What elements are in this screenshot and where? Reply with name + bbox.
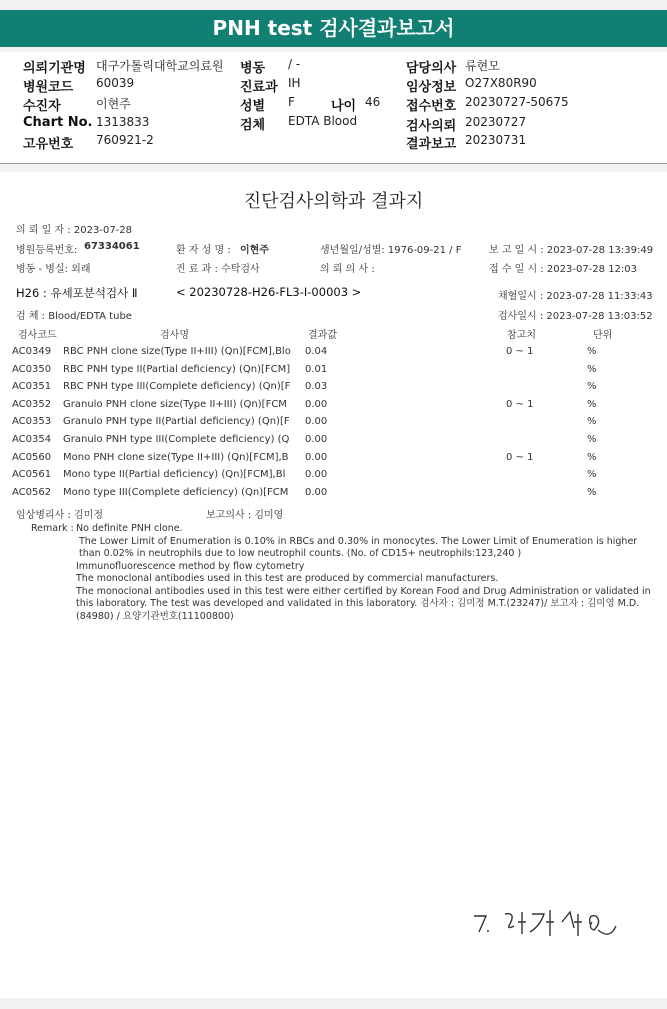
receipt-date: 접 수 일 시 : 2023-07-28 12:03	[489, 264, 638, 275]
value-clinical-info: O27X80R90	[465, 76, 537, 90]
remark-text	[76, 523, 656, 623]
row-code: AC0352	[12, 398, 52, 410]
row-unit: %	[587, 469, 597, 481]
col-code: 검사코드	[18, 330, 57, 341]
reg-no-label: 병원등록번호:	[16, 245, 78, 256]
row-test-name: RBC PNH clone size(Type II+III) (Qn)[FCM],Blo	[63, 346, 291, 357]
row-code: AC0353	[12, 416, 52, 428]
label-patient: 수진자	[23, 99, 61, 114]
row-unit: %	[587, 416, 597, 428]
row-result: 0.03	[305, 381, 328, 393]
specimen-type: 검 체 : Blood/EDTA tube	[16, 311, 132, 322]
collect-date: 채혈일시 : 2023-07-28 11:33:43	[498, 291, 653, 302]
result-document	[0, 172, 667, 998]
reg-no-value: 67334061	[84, 241, 140, 252]
row-test-name: Mono type III(Complete deficiency) (Qn)[FCM	[63, 486, 289, 498]
value-sex: F	[288, 95, 295, 109]
signature	[470, 904, 620, 944]
value-hospital-code: 60039	[96, 76, 135, 90]
row-result: 0.01	[305, 363, 328, 375]
row-result: 0.04	[305, 346, 328, 357]
label-sex: 성별	[240, 99, 266, 114]
label-test-request: 검사의뢰	[406, 119, 457, 134]
document-title: 진단검사의학과 결과지	[243, 191, 424, 212]
value-chart-no: 1313833	[96, 115, 150, 129]
row-code: AC0560	[12, 451, 52, 463]
row-result: 0.00	[305, 451, 328, 463]
value-department: IH	[288, 76, 301, 90]
row-unit: %	[587, 346, 597, 357]
request-date: 의 뢰 일 자 : 2023-07-28	[16, 225, 133, 236]
row-code: AC0349	[12, 346, 52, 357]
row-code: AC0561	[12, 469, 52, 481]
test-name: H26 : 유세포분석검사 Ⅱ	[16, 286, 138, 300]
value-age: 46	[365, 95, 381, 109]
label-result-report: 결과보고	[406, 137, 457, 152]
label-chart-no: Chart No.	[23, 115, 93, 130]
row-test-name: Granulo PNH clone size(Type II+III) (Qn)[FCM	[63, 398, 287, 410]
row-unit: %	[587, 434, 597, 445]
report-title-bar	[0, 10, 667, 47]
value-test-request: 20230727	[465, 115, 527, 129]
row-test-name: RBC PNH type II(Partial deficiency) (Qn)[FCM]	[63, 363, 291, 375]
row-code: AC0562	[12, 486, 52, 498]
remark-line: Immunofluorescence method by flow cytometry	[76, 560, 305, 572]
clinic-dept: 진 료 과 : 수탁검사	[176, 264, 260, 275]
exam-date: 검사일시 : 2023-07-28 13:03:52	[498, 311, 653, 322]
row-unit: %	[587, 363, 597, 375]
label-clinical-info: 임상정보	[406, 80, 457, 95]
remark-line: The monoclonal antibodies used in this test are produced by commercial manufacturers.	[76, 573, 499, 584]
row-reference: 0 ~ 1	[506, 346, 534, 357]
label-age: 나이	[331, 99, 357, 114]
label-hospital-code: 병원코드	[23, 80, 74, 95]
row-result: 0.00	[305, 469, 328, 481]
col-result: 결과값	[308, 330, 337, 341]
value-receipt-no: 20230727-50675	[465, 95, 569, 109]
row-unit: %	[587, 486, 597, 498]
value-unique-no: 760921-2	[96, 133, 154, 147]
row-result: 0.00	[305, 434, 328, 445]
requesting-doctor: 의 뢰 의 사 :	[320, 264, 375, 275]
row-unit: %	[587, 451, 597, 463]
label-department: 진료과	[240, 80, 278, 95]
remark-label: Remark :	[31, 523, 74, 534]
value-patient: 이현주	[96, 97, 131, 111]
ward-room: 병동 - 병실: 외래	[16, 264, 91, 275]
value-specimen: EDTA Blood	[288, 114, 358, 128]
row-unit: %	[587, 381, 597, 393]
value-doctor: 류현모	[465, 59, 500, 73]
label-specimen: 검체	[240, 118, 266, 133]
row-reference: 0 ~ 1	[506, 398, 534, 410]
row-code: AC0351	[12, 381, 52, 393]
report-date: 보 고 일 시 : 2023-07-28 13:39:49	[489, 245, 654, 256]
row-reference: 0 ~ 1	[506, 451, 534, 463]
report-title: PNH test 검사결과보고서	[212, 16, 455, 40]
col-ref: 참고치	[507, 330, 536, 341]
row-test-name: RBC PNH type III(Complete deficiency) (Qn)[F	[63, 381, 291, 393]
label-unique-no: 고유번호	[23, 137, 74, 152]
value-institution: 대구가톨릭대학교의료원	[96, 59, 224, 73]
patient-label: 환 자 성 명 :	[176, 245, 231, 256]
row-test-name: Granulo PNH type II(Partial deficiency) (Qn)[F	[63, 416, 290, 428]
remark-line: The monoclonal antibodies used in this test were either certified by Korean Food and Drug Administration or validated in this laboratory. The test was developed and validated in this laboratory. 검사자 : 김미정 M.T.(23247)/ 보고자 : 김미영 M.D.(84980) / 요양기관번호(11100800)	[76, 585, 651, 622]
row-test-name: Mono PNH clone size(Type II+III) (Qn)[FCM],B	[63, 451, 289, 463]
divider	[0, 163, 667, 164]
row-result: 0.00	[305, 416, 328, 428]
test-code: < 20230728-H26-FL3-I-00003 >	[176, 285, 362, 299]
pathologist: 임상병리사 : 김미정	[16, 510, 104, 521]
value-ward: / -	[288, 57, 301, 71]
row-unit: %	[587, 398, 597, 410]
remark-line: No definite PNH clone.	[76, 523, 183, 534]
row-result: 0.00	[305, 486, 328, 498]
col-name: 검사명	[160, 330, 189, 341]
row-result: 0.00	[305, 398, 328, 410]
row-code: AC0354	[12, 434, 52, 445]
row-test-name: Granulo PNH type III(Complete deficiency) (Q	[63, 434, 290, 445]
reporting-doctor: 보고의사 : 김미영	[206, 510, 284, 521]
patient-value: 이현주	[240, 245, 269, 256]
value-result-report: 20230731	[465, 133, 527, 147]
remark-line: The Lower Limit of Enumeration is 0.10% in RBCs and 0.30% in monocytes. The Lower Limit of Enumeration is higher than 0.02% in neutrophils due to low neutrophil counts. (No. of CD15+ neutrophils:123,240 )	[79, 535, 638, 559]
col-unit: 단위	[593, 330, 613, 341]
birth-sex: 생년월일/성별: 1976-09-21 / F	[320, 245, 462, 256]
row-code: AC0350	[12, 363, 52, 375]
label-institution: 의뢰기관명	[23, 61, 86, 76]
label-ward: 병동	[240, 61, 266, 76]
patient-info-panel	[0, 52, 667, 164]
label-receipt-no: 접수번호	[406, 99, 457, 114]
label-doctor: 담당의사	[406, 61, 457, 76]
row-test-name: Mono type II(Partial deficiency) (Qn)[FCM],Bl	[63, 469, 286, 481]
